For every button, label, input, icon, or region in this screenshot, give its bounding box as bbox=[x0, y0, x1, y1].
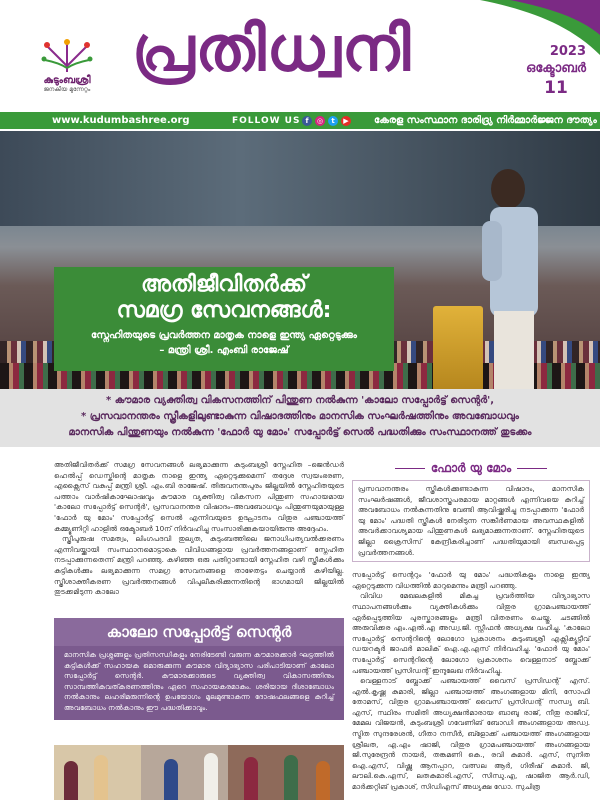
issue-year: 2023 bbox=[549, 44, 586, 59]
issue-month: ഒക്ടോബർ bbox=[526, 61, 586, 76]
subheadline: സ്നേഹിതയുടെ പ്രവർത്തന മാതൃക നാളെ ഇന്ത്യ ഏറ്റെടുക്കും bbox=[90, 330, 358, 341]
publication-title: പ്രതിധ്വനി bbox=[132, 12, 412, 85]
highlights-strip bbox=[0, 389, 600, 447]
for-you-mom-heading bbox=[352, 461, 590, 476]
article-paragraph: വിവിധ മേഖലകളിൽ മികച്ച പ്രവർത്തിയ വിദ്യാഭ്യാസ സ്ഥാപനങ്ങൾക്കും വ്യക്തികൾക്കും വിതുര ഗ്രാമപഞ്ചായത്ത് ഏർപ്പെടുത്തിയ പുരസ്കാരങ്ങളും മന്ത്രി വിതരണം ചെയ്തു. ചടങ്ങിൽ അരുവിക്കര എം.എൽ.എ അഡ്വ.ജി. സ്റ്റീഫൻ അധ്യക്ഷ വഹിച്ചു. 'കാലോ സപ്പോർട്ട് സെന്ററിന്റെ ലോഗോ പ്രകാശനം കുടുംബശ്രീ എക്സിക്യൂട്ടീവ് ഡയറക്ടർ ജാഫർ മാലിക് ഐ.എ.എസ് നിർവഹിച്ചു. 'ഫോർ യു മോം' സപ്പോർട്ട് സെന്ററിന്റെ ലോഗോ പ്രകാശനം വെള്ളനാട് ബ്ലോക്ക് പഞ്ചായത്ത് പ്രസിഡന്റ് ഇന്ദുലേഖ നിർവഹിച്ചു. bbox=[352, 591, 590, 675]
article-paragraph: അതിജീവിതർക്ക് സമഗ്ര സേവനങ്ങൾ ലഭ്യമാക്കുന്ന കുടുംബശ്രീ സ്നേഹിത –ജെൻഡർ ഹെൽപ്പ് ഡെസ്കിന്റെ മാതൃക നാളെ ഇന്ത്യ ഏറ്റെടുക്കുമെന്ന് തദ്ദേശ സ്വയംഭരണ, എക്സൈസ് വകുപ്പ് മന്ത്രി ശ്രീ. എം.ബി രാജേഷ്. തിരുവനന്തപുരം ജില്ലയിൽ സ്നേഹിതയുടെ പത്താം വാർഷികാഘോഷവും കൗമാര വ്യക്തിത്വ വികസന പിന്തുണ സഹായമായ 'കാലോ സപ്പോർട്ട് സെന്റർ', പ്രസവാനന്തര വിഷാദം–അവബോധവും പിന്തുണയുമായുള്ള 'ഫോർ യു മോം' സപ്പോർട്ട് സെൽ എന്നിവയുടെ ഉദ്ഘാടനം വിതുര പഞ്ചായത്ത് കമ്മ്യൂണിറ്റി ഹാളിൽ ഒക്ടോബർ 10ന് നിർവഹിച്ചു സംസാരിക്കുകയായിരുന്നു അദ്ദേഹം. bbox=[54, 460, 344, 533]
left-column bbox=[54, 460, 344, 712]
follow-us-label: FOLLOW US bbox=[232, 115, 301, 126]
mission-tagline: കേരള സംസ്ഥാന ദാരിദ്ര്യ നിർമ്മാർജ്ജന ദൗത്യം bbox=[374, 115, 597, 126]
for-you-mom-heading-text: ഫോർ യു മോം bbox=[430, 461, 512, 475]
calo-box-heading: കാലോ സപ്പോർട്ട് സെന്റർ bbox=[54, 618, 344, 646]
twitter-icon[interactable]: t bbox=[328, 116, 338, 126]
facebook-icon[interactable]: f bbox=[302, 116, 312, 126]
photo-figure bbox=[204, 753, 218, 800]
social-icons bbox=[302, 116, 362, 126]
article-paragraph: സപ്പോർട്ട് സെന്ററും 'ഫോർ യു മോം' പദ്ധതികളും നാളെ ഇന്ത്യ ഏറ്റെടുക്കുന്ന വിധത്തിൽ മാറുമെന്നും മന്ത്രി പറഞ്ഞു. bbox=[352, 570, 590, 590]
event-photo-strip bbox=[54, 745, 344, 800]
heading-rule bbox=[395, 468, 425, 469]
hero-photo bbox=[0, 131, 600, 389]
headline-line-2: സമഗ്ര സേവനങ്ങൾ: bbox=[116, 298, 332, 323]
calo-box-body: മാനസിക പ്രശ്നങ്ങളും പ്രതിസന്ധികളും നേരിടേണ്ടി വരുന്ന കൗമാരക്കാർ ഘട്ടത്തിൽ കുട്ടികൾക്ക് സഹായക മൊരുക്കുന്ന കൗമാര വിദ്യാഭ്യാസ പരിപാടിയാണ് കാലോ സപ്പോർട്ട് സെന്റർ. കൗമാരക്കാരുടെ വ്യക്തിത്വ വികാസത്തിനും സാമ്പത്തികവത്കരണത്തിനും ഏറെ സഹായകരമാകും. ശരിയായ ദിശാബോധം നൽകാനും ലഹരിമരുന്നിന്റെ ഉപയോഗം മൂലമുണ്ടാകുന്ന ദോഷഫലങ്ങളെ കുറിച്ച് അവബോധം നൽകാനും ഈ പദ്ധതിക്കാവും. bbox=[64, 650, 334, 712]
podium bbox=[433, 306, 483, 389]
highlight-line: മാനസിക പിന്തുണയും നൽകുന്ന 'ഫോർ യു മോം' സപ്പോർട്ട് സെൽ പദ്ധതിക്കും സംസ്ഥാനത്ത് തുടക്കം bbox=[68, 427, 532, 438]
photo-figure bbox=[244, 757, 258, 800]
info-bar bbox=[0, 112, 600, 129]
heading-rule bbox=[517, 468, 547, 469]
issue-number: 11 bbox=[544, 78, 568, 98]
highlight-line: * പ്രസവാനന്തരം സ്ത്രീകളിലുണ്ടാകുന്ന വിഷാദത്തിനും മാനസിക സംഘർഷത്തിനും അവബോധവും bbox=[81, 411, 519, 422]
article-paragraph: സ്ത്രീപുരുഷ സമത്വം, ലിംഗപദവി തുല്യത, കുടുംബത്തിലെ ജനാധിപത്യവൽക്കരണം എന്നിവയ്ക്കായി സംസ്ഥാനമൊട്ടാകെ വിവിധങ്ങളായ പ്രവർത്തനങ്ങളാണ് സ്നേഹിത നടപ്പാക്കുന്നതെന്ന് മന്ത്രി പറഞ്ഞു. കഴിഞ്ഞ ഒരു പതിറ്റാണ്ടായി സ്നേഹിത വഴി സ്ത്രീകൾക്കും കുട്ടികൾക്കും ലഭ്യമാക്കുന്ന സമഗ്ര സേവനങ്ങളെ താഴേതട്ടം ചെയ്യാൻ കഴിയില്ല. സ്ത്രീശാക്തീകരണ പ്രവർത്തനങ്ങൾ വിപുലീകരിക്കുന്നതിന്റെ ഭാഗമായി ജില്ലയിൽ തുടക്കമിടുന്ന കാലോ bbox=[54, 534, 344, 597]
logo-tagline: ജനകീയ മുന്നേറ്റം bbox=[43, 86, 91, 93]
photo-figure bbox=[284, 755, 298, 800]
website-link[interactable]: www.kudumbashree.org bbox=[52, 115, 190, 126]
masthead bbox=[0, 0, 600, 112]
headline-box bbox=[54, 267, 394, 371]
calo-support-box bbox=[54, 618, 344, 720]
flower-logo-icon bbox=[41, 36, 93, 74]
headline-line-1: അതിജീവിതർക്ക് bbox=[141, 272, 307, 297]
youtube-icon[interactable]: ▶ bbox=[341, 116, 351, 126]
photo-figure bbox=[64, 761, 78, 800]
kudumbashree-logo bbox=[34, 36, 100, 94]
instagram-icon[interactable]: ◎ bbox=[316, 116, 324, 125]
for-you-mom-box bbox=[352, 480, 590, 562]
issue-info bbox=[526, 44, 586, 98]
subheadline-attribution: – മന്ത്രി ശ്രീ. എംബി രാജേഷ് bbox=[159, 345, 289, 356]
photo-figure bbox=[164, 759, 178, 800]
photo-figure bbox=[94, 755, 108, 800]
logo-name: കുടുംബശ്രീ bbox=[43, 75, 91, 86]
right-column bbox=[352, 460, 590, 793]
for-you-mom-body: പ്രസവാനന്തരം സ്ത്രീകൾക്കുണ്ടാകുന്ന വിഷാദം, മാനസിക സംഘർഷങ്ങൾ, ജീവശാസ്ത്രപരമായ മാറ്റങ്ങൾ എന്നിവയെ കുറിച്ച് അവബോധം നൽകുന്നതിനു വേണ്ടി ആവിഷ്ക്കരിച്ചു നടപ്പാക്കുന്ന 'ഫോർ യു മോം' പദ്ധതി സ്ത്രീകൾ നേരിടുന്ന സങ്കീർണമായ അവസ്ഥകളിൽ അവർക്കാവശ്യമായ പിന്തുണകൾ ലഭ്യമാക്കുന്നതാണ്. സ്നേഹിതയുടെ ജില്ലാ ക്രൈസിസ് കേന്ദ്രീകരിച്ചാണ് പദ്ധതിയുമായി ബന്ധപ്പെട്ട പ്രവർത്തനങ്ങൾ. bbox=[358, 484, 584, 557]
highlight-line: * കൗമാര വ്യക്തിത്വ വികസനത്തിന് പിന്തുണ നൽകുന്ന 'കാലോ സപ്പോർട്ട് സെന്റർ', bbox=[105, 395, 495, 406]
article-paragraph: വെള്ളനാട് ബ്ലോക്ക് പഞ്ചായത്ത് വൈസ് പ്രസിഡന്റ് എസ്. എൽ.കൃഷ്ണ കുമാരി, ജില്ലാ പഞ്ചായത്ത് അംഗങ്ങളായ മിനി, സോഫി തോമസ്, വിതുര ഗ്രാമപഞ്ചായത്ത് വൈസ് പ്രസിഡന്റ് സന്ധ്യ ബി. എസ്, സ്ഥിരം സമിതി അധ്യക്ഷൻമാരായ ബാബു രാജ്, നീതു രാജീവ്, മേമല വിജയൻ, കുടുംബശ്രീ ഗവേണിങ് ബോഡി അംഗങ്ങളായ അഡ്വ. സ്മിത സുന്ദരേശൻ, ഗീതാ നസീർ, ബ്ളോക്ക് പഞ്ചായത്ത് അംഗങ്ങളായ ശ്രീലത, എ.എം ഷാജി, വിതുര ഗ്രാമപഞ്ചായത്ത് അംഗങ്ങളായ ജി.സുരേന്ദ്രൻ നായർ, തങ്കമണി കെ., രവി കുമാർ. എസ്, സുനിത ഐ.എസ്, വിഷ്ണു ആനപ്പാറ, വത്സല ആർ, ഗിരീഷ് കുമാർ. ജി, ലൗലി.കെ.എസ്, ലതകുമാരി.എസ്, സിന്ധു.എ, ഷാജിത ആർ.ഡി, മാർക്കറ്റിങ് പ്രകാശ്, സിഡിഎസ് അധ്യക്ഷ ഡോ. സുചിത്ര bbox=[352, 676, 590, 792]
photo-figure bbox=[316, 761, 330, 800]
